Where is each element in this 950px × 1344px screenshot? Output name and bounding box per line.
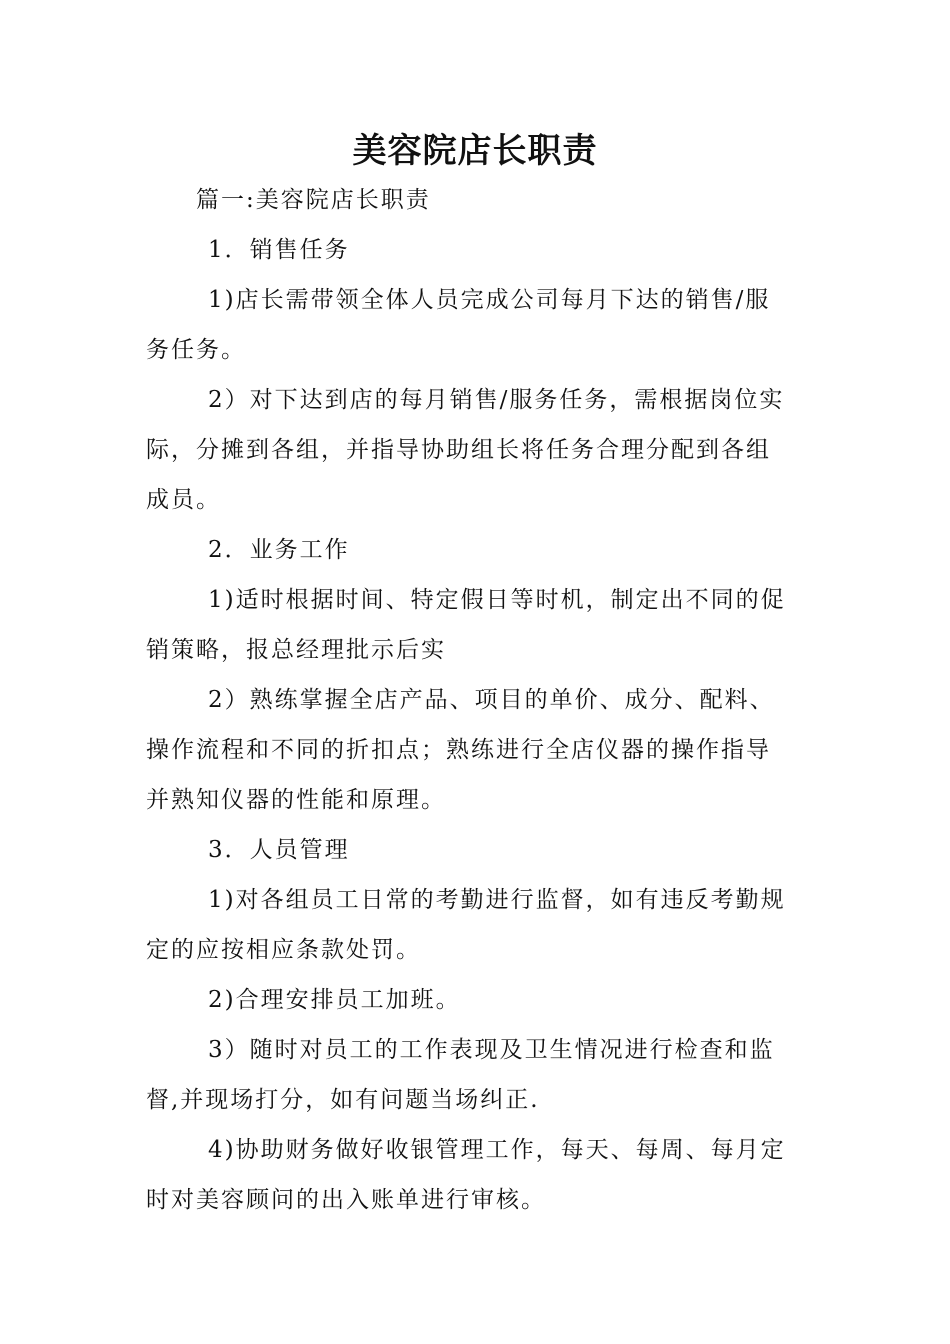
paragraph-line: 1)对各组员工日常的考勤进行监督，如有违反考勤规 <box>208 887 786 913</box>
paragraph-line: 定的应按相应条款处罚。 <box>146 937 421 963</box>
paragraph-line: 3）随时对员工的工作表现及卫生情况进行检查和监 <box>208 1037 775 1063</box>
section-heading: 1．销售任务 <box>208 237 350 263</box>
paragraph-line: 并熟知仪器的性能和原理。 <box>146 787 446 813</box>
paragraph-line: 2）熟练掌握全店产品、项目的单价、成分、配料、 <box>208 687 775 713</box>
paragraph-line: 1)适时根据时间、特定假日等时机，制定出不同的促 <box>208 587 786 613</box>
paragraph-line: 2)合理安排员工加班。 <box>208 987 461 1013</box>
paragraph-line: 操作流程和不同的折扣点；熟练进行全店仪器的操作指导 <box>146 737 771 763</box>
paragraph-line: 务任务。 <box>146 337 246 363</box>
paragraph-line: 成员。 <box>146 487 221 513</box>
section-heading: 2．业务工作 <box>208 537 350 563</box>
document-title: 美容院店长职责 <box>352 131 598 171</box>
paragraph-line: 督,并现场打分，如有问题当场纠正. <box>146 1087 540 1113</box>
paragraph-line: 际，分摊到各组，并指导协助组长将任务合理分配到各组 <box>146 437 771 463</box>
paragraph-line: 时对美容顾问的出入账单进行审核。 <box>146 1187 546 1213</box>
paragraph-line: 销策略，报总经理批示后实 <box>146 637 446 663</box>
document-subtitle: 篇一:美容院店长职责 <box>196 187 431 213</box>
paragraph-line: 1)店长需带领全体人员完成公司每月下达的销售/服 <box>208 287 771 313</box>
paragraph-line: 2）对下达到店的每月销售/服务任务，需根据岗位实 <box>208 387 785 413</box>
paragraph-line: 4)协助财务做好收银管理工作，每天、每周、每月定 <box>208 1137 786 1163</box>
section-heading: 3．人员管理 <box>208 837 350 863</box>
